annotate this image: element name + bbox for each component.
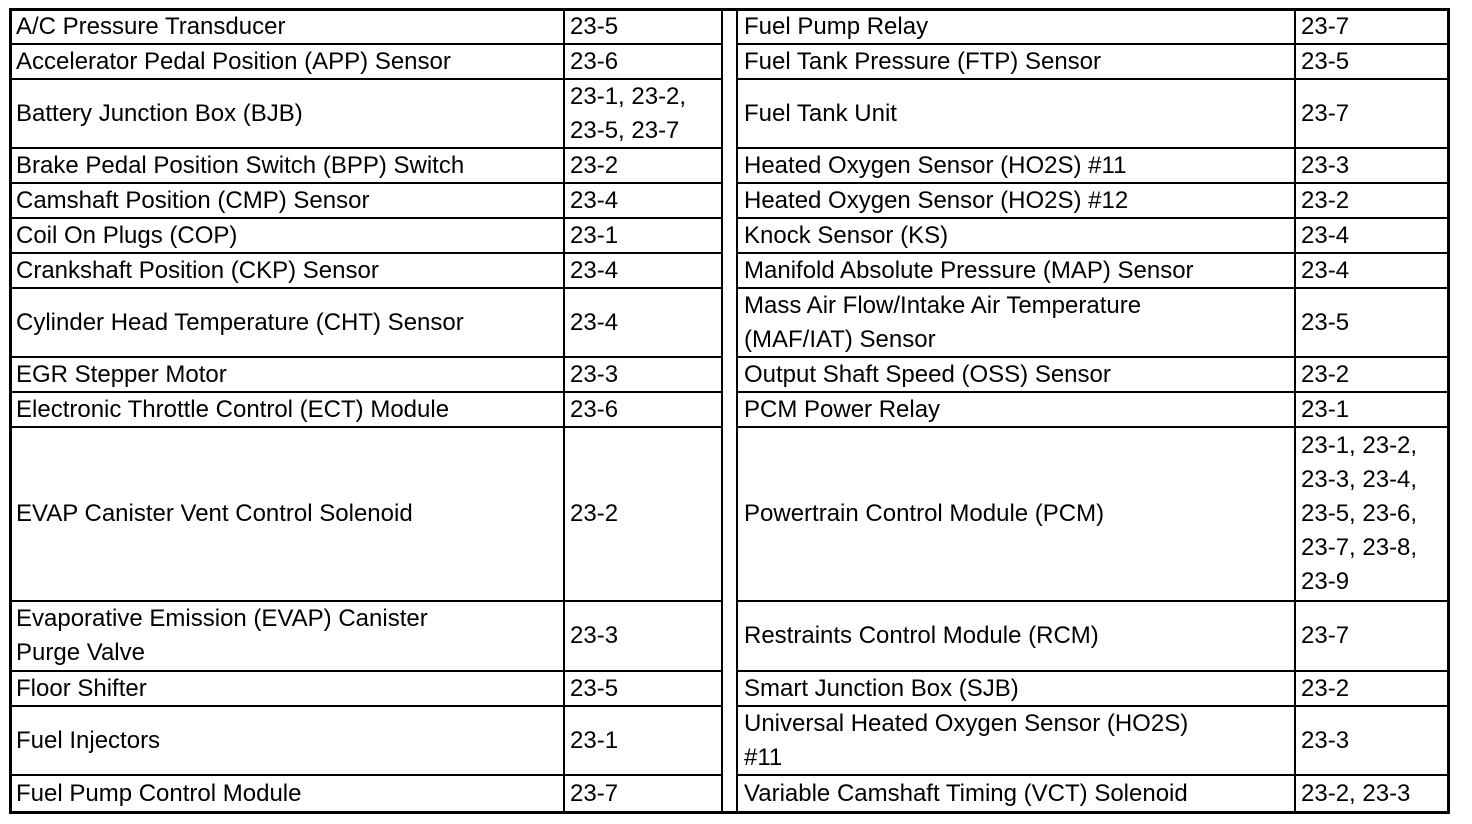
component-name: Evaporative Emission (EVAP) Canister Purge Valve xyxy=(12,602,565,670)
page-reference: 23-5 xyxy=(1301,308,1350,336)
right-index-column xyxy=(738,11,1447,811)
table-row xyxy=(12,11,721,45)
page-reference: 23-1, 23-2, 23-3, 23-4, 23-5, 23-6, 23-7, 23-8, 23-9 xyxy=(1301,432,1418,595)
component-name: Floor Shifter xyxy=(12,672,565,705)
table-row xyxy=(738,289,1447,358)
page-reference: 23-1 xyxy=(570,221,619,249)
table-row xyxy=(12,358,721,393)
component-name: PCM Power Relay xyxy=(738,393,1296,426)
page-reference: 23-2 xyxy=(1301,360,1350,388)
component-name: Brake Pedal Position Switch (BPP) Switch xyxy=(12,149,565,182)
table-row xyxy=(12,707,721,776)
component-name: Variable Camshaft Timing (VCT) Solenoid xyxy=(738,776,1296,811)
table-row xyxy=(738,776,1447,811)
page-reference: 23-2 xyxy=(570,500,619,527)
page-reference: 23-2 xyxy=(1301,674,1350,702)
table-row xyxy=(12,80,721,149)
table-row xyxy=(738,149,1447,184)
page-reference: 23-1, 23-2, 23-5, 23-7 xyxy=(570,82,687,144)
table-row xyxy=(738,219,1447,254)
component-name: A/C Pressure Transducer xyxy=(12,11,565,43)
table-row xyxy=(12,45,721,80)
table-row xyxy=(738,11,1447,45)
table-row xyxy=(12,254,721,289)
page-reference: 23-4 xyxy=(1301,221,1350,249)
table-row xyxy=(12,602,721,672)
component-name: Fuel Pump Control Module xyxy=(12,776,565,811)
table-row xyxy=(12,219,721,254)
page-reference: 23-4 xyxy=(570,186,619,214)
page-reference: 23-3 xyxy=(1301,726,1350,754)
page-reference: 23-1 xyxy=(570,726,619,754)
table-row xyxy=(738,393,1447,428)
component-name: Heated Oxygen Sensor (HO2S) #11 xyxy=(738,149,1296,182)
table-row xyxy=(738,707,1447,776)
page-reference: 23-3 xyxy=(1301,151,1350,179)
component-name: Fuel Pump Relay xyxy=(738,11,1296,43)
component-name: Fuel Tank Pressure (FTP) Sensor xyxy=(738,45,1296,78)
page-reference: 23-6 xyxy=(570,395,619,423)
page-reference: 23-5 xyxy=(570,13,619,40)
table-row xyxy=(738,80,1447,149)
component-name: Camshaft Position (CMP) Sensor xyxy=(12,184,565,217)
page-reference: 23-6 xyxy=(570,47,619,75)
component-name: Universal Heated Oxygen Sensor (HO2S) #11 xyxy=(738,707,1296,774)
component-name: Fuel Injectors xyxy=(12,707,565,774)
component-name: EGR Stepper Motor xyxy=(12,358,565,391)
component-name: Manifold Absolute Pressure (MAP) Sensor xyxy=(738,254,1296,287)
page-reference: 23-4 xyxy=(1301,256,1350,284)
table-row xyxy=(12,149,721,184)
table-row xyxy=(738,184,1447,219)
component-name: Output Shaft Speed (OSS) Sensor xyxy=(738,358,1296,391)
component-name: Crankshaft Position (CKP) Sensor xyxy=(12,254,565,287)
page-reference: 23-4 xyxy=(570,256,619,284)
component-name: Restraints Control Module (RCM) xyxy=(738,602,1296,670)
component-name: Heated Oxygen Sensor (HO2S) #12 xyxy=(738,184,1296,217)
page-reference: 23-2, 23-3 xyxy=(1301,779,1411,807)
component-name: EVAP Canister Vent Control Solenoid xyxy=(12,428,565,600)
component-name: Powertrain Control Module (PCM) xyxy=(738,428,1296,600)
component-name: Knock Sensor (KS) xyxy=(738,219,1296,252)
page-reference: 23-7 xyxy=(1301,99,1350,127)
column-divider xyxy=(721,11,738,811)
table-row xyxy=(738,254,1447,289)
component-name: Cylinder Head Temperature (CHT) Sensor xyxy=(12,289,565,356)
left-index-column xyxy=(12,11,721,811)
component-name: Coil On Plugs (COP) xyxy=(12,219,565,252)
page-reference: 23-7 xyxy=(1301,13,1350,40)
component-name: Accelerator Pedal Position (APP) Sensor xyxy=(12,45,565,78)
component-name: Fuel Tank Unit xyxy=(738,80,1296,147)
component-location-index xyxy=(9,8,1450,814)
component-name: Battery Junction Box (BJB) xyxy=(12,80,565,147)
page-reference: 23-7 xyxy=(570,779,619,807)
table-row xyxy=(12,289,721,358)
page-reference: 23-4 xyxy=(570,308,619,336)
page-reference: 23-5 xyxy=(1301,47,1350,75)
page-reference: 23-5 xyxy=(570,674,619,702)
table-row xyxy=(12,393,721,428)
component-name: Mass Air Flow/Intake Air Temperature (MAF/IAT) Sensor xyxy=(738,289,1296,356)
table-row xyxy=(12,428,721,602)
component-name: Smart Junction Box (SJB) xyxy=(738,672,1296,705)
table-row xyxy=(738,428,1447,602)
page-reference: 23-7 xyxy=(1301,622,1350,649)
table-row xyxy=(12,672,721,707)
page-reference: 23-3 xyxy=(570,622,619,649)
table-row xyxy=(738,672,1447,707)
component-name: Electronic Throttle Control (ECT) Module xyxy=(12,393,565,426)
page-reference: 23-1 xyxy=(1301,395,1350,423)
table-row xyxy=(738,602,1447,672)
page-reference: 23-2 xyxy=(1301,186,1350,214)
table-row xyxy=(12,184,721,219)
page-reference: 23-2 xyxy=(570,151,619,179)
table-row xyxy=(738,358,1447,393)
table-row xyxy=(738,45,1447,80)
table-row xyxy=(12,776,721,811)
page-reference: 23-3 xyxy=(570,360,619,388)
